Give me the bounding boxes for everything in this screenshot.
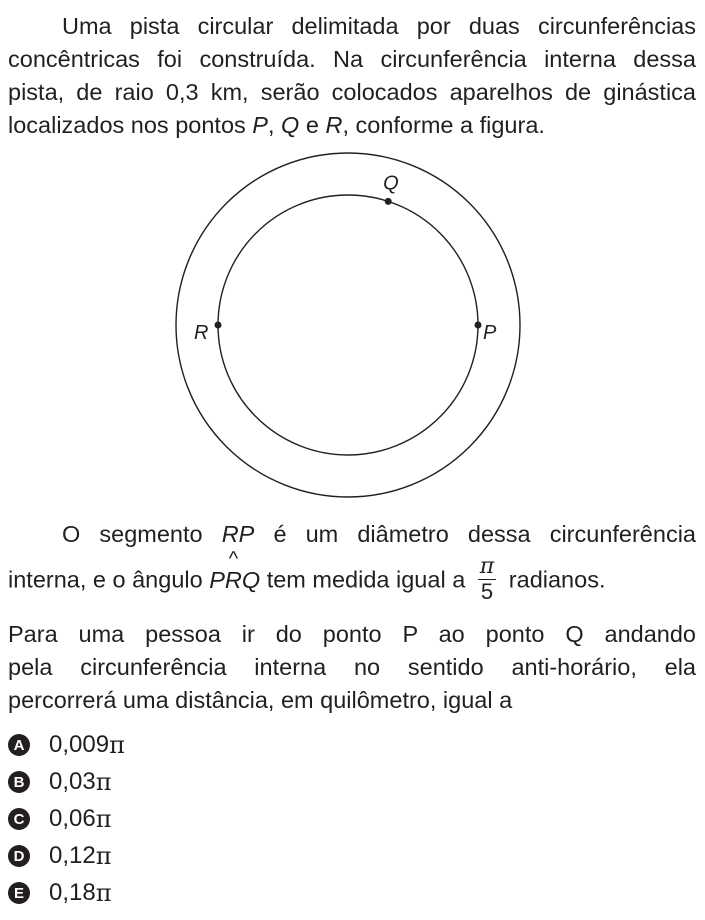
option-c-badge: C <box>8 808 30 830</box>
track-figure <box>140 150 560 510</box>
point-q-ref: Q <box>281 112 300 138</box>
pi-symbol: π <box>95 842 112 870</box>
segment-rp: RP <box>221 521 255 547</box>
option-d-value: 0,12 <box>49 842 96 869</box>
intro-line: pista, de raio 0,3 km, serão colocados aparelhos de ginástica <box>8 79 696 105</box>
option-a-badge: A <box>8 734 30 756</box>
point-r-dot <box>215 322 222 329</box>
option-a[interactable] <box>8 730 125 760</box>
stem-line: Para uma pessoa ir do ponto P ao ponto Q andando <box>8 621 696 647</box>
pi-symbol: π <box>95 805 112 833</box>
segment-paragraph <box>8 518 696 606</box>
pi-symbol: π <box>109 731 125 759</box>
option-b-value: 0,03 <box>49 768 96 795</box>
stem-paragraph <box>8 618 696 717</box>
option-b[interactable] <box>8 767 112 797</box>
option-e[interactable] <box>8 878 112 908</box>
pi-over-5-fraction: $\frac{\pi}{5}$ <box>479 554 495 604</box>
point-r-label: R <box>194 322 209 344</box>
option-c-value: 0,06 <box>49 805 96 832</box>
option-c[interactable] <box>8 804 112 834</box>
point-q-dot <box>385 198 392 205</box>
option-e-badge: E <box>8 882 30 904</box>
option-a-value: 0,009 <box>49 731 110 758</box>
option-b-badge: B <box>8 771 30 793</box>
stem-line: percorrerá uma distância, em quilômetro, igual a <box>8 687 513 713</box>
inner-circle <box>218 195 478 455</box>
point-r-ref: R <box>325 112 343 138</box>
point-p-label: P <box>483 322 497 344</box>
point-q-label: Q <box>383 172 399 195</box>
intro-line: Uma pista circular delimitada por duas circunferências <box>62 13 696 39</box>
angle-line: interna, e o ângulo PR ^ Q tem medida igual a $\frac{\pi}{5}$ radianos. <box>8 547 606 604</box>
option-d[interactable] <box>8 841 112 871</box>
outer-circle <box>176 153 520 497</box>
angle-hat: ^ <box>228 547 239 570</box>
pi-symbol: π <box>95 879 112 907</box>
point-p-ref: P <box>252 112 268 138</box>
pi-symbol: π <box>95 768 112 796</box>
point-p-dot <box>475 322 482 329</box>
segment-line: O segmento RP é um diâmetro dessa circunferência <box>62 521 696 547</box>
intro-line: localizados nos pontos P, Q e R, conforme a figura. <box>8 112 545 138</box>
stem-line: pela circunferência interna no sentido anti-horário, ela <box>8 654 696 680</box>
angle-prq: PR ^ Q <box>209 547 261 593</box>
intro-paragraph <box>8 10 696 142</box>
intro-line: concêntricas foi construída. Na circunferência interna dessa <box>8 46 696 72</box>
option-d-badge: D <box>8 845 30 867</box>
option-e-value: 0,18 <box>49 879 96 906</box>
